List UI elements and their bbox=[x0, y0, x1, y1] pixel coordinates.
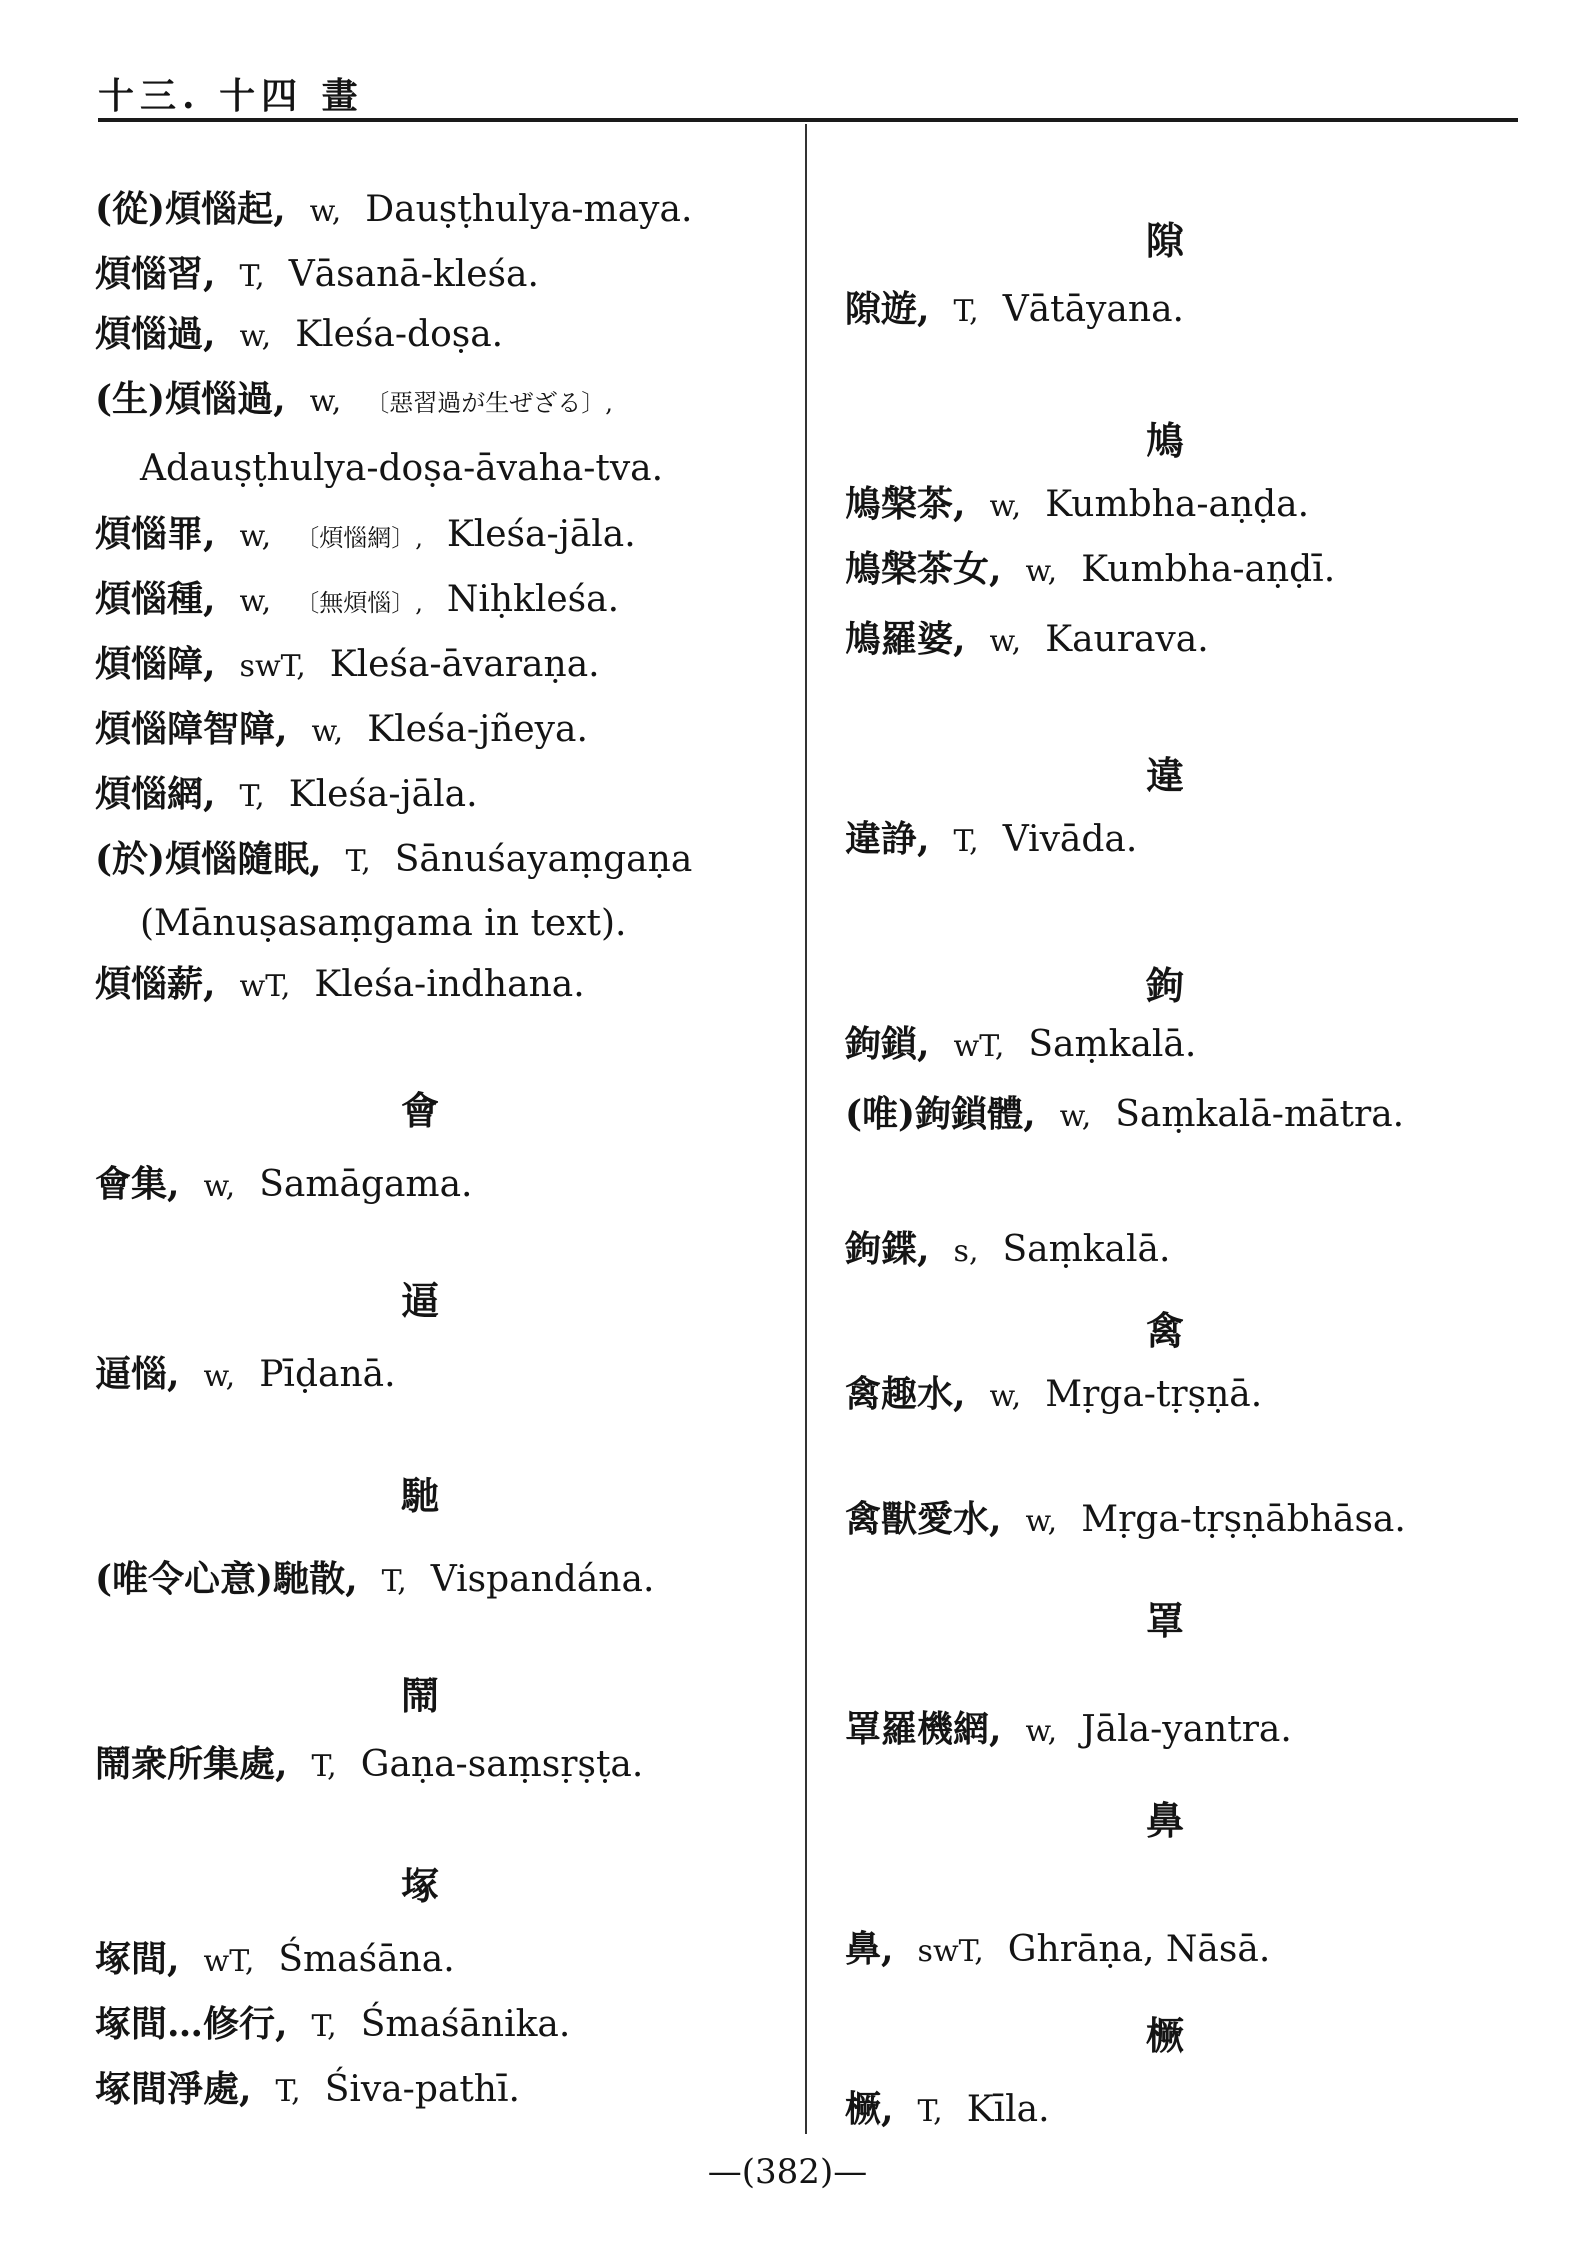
entry-note: 〔煩惱網〕, bbox=[295, 524, 423, 552]
dictionary-entry bbox=[845, 1090, 1428, 1141]
dictionary-entry bbox=[95, 960, 609, 1011]
entry-term: 塚間淨處, bbox=[95, 2068, 252, 2110]
entry-term: 鉤鍱, bbox=[845, 1228, 930, 1270]
entry-source: w, bbox=[239, 584, 272, 619]
dictionary-entry bbox=[95, 575, 643, 627]
entry-source: w, bbox=[309, 384, 342, 419]
section-heading: 罩 bbox=[1145, 1598, 1184, 1643]
entry-sanskrit: Saṃkalā. bbox=[1002, 1229, 1171, 1270]
entry-term: 違諍, bbox=[845, 818, 930, 860]
dictionary-entry bbox=[845, 285, 1208, 336]
entry-source: w, bbox=[311, 714, 344, 749]
section-heading: 隙 bbox=[1145, 218, 1184, 263]
section-heading: 馳 bbox=[400, 1473, 439, 1518]
entry-note: 〔惡習過が生ぜざる〕, bbox=[365, 389, 613, 417]
dictionary-entry bbox=[845, 815, 1161, 866]
entry-term: (從)煩惱起, bbox=[95, 188, 286, 230]
entry-sanskrit: Śiva-pathī. bbox=[324, 2069, 520, 2110]
dictionary-entry bbox=[95, 510, 660, 562]
section-heading: 會 bbox=[400, 1088, 439, 1133]
section-heading: 鼻 bbox=[1145, 1798, 1184, 1843]
entry-term: 會集, bbox=[95, 1163, 180, 1205]
entry-term: 禽獸愛水, bbox=[845, 1498, 1002, 1540]
dictionary-entry bbox=[845, 615, 1233, 666]
entry-source: swT, bbox=[239, 649, 306, 684]
entry-sanskrit: Adauṣṭhulya-doṣa-āvaha-tva. bbox=[140, 448, 664, 489]
entry-term: 煩惱習, bbox=[95, 253, 216, 295]
dictionary-entry bbox=[95, 770, 502, 821]
entry-sanskrit: Vispandána. bbox=[430, 1559, 655, 1600]
entry-term: 煩惱薪, bbox=[95, 963, 216, 1005]
entry-sanskrit: Kleśa-āvaraṇa. bbox=[329, 644, 600, 685]
entry-term: (唯令心意)馳散, bbox=[95, 1558, 358, 1600]
dictionary-entry bbox=[95, 2065, 544, 2116]
entry-source: T, bbox=[381, 1564, 407, 1599]
entry-sanskrit: Niḥkleśa. bbox=[446, 579, 620, 620]
entry-sanskrit: Kīla. bbox=[966, 2089, 1050, 2130]
dictionary-entry bbox=[95, 2000, 594, 2051]
entry-sanskrit: Samāgama. bbox=[259, 1164, 473, 1205]
dictionary-entry bbox=[845, 1020, 1220, 1071]
entry-term: 橛, bbox=[845, 2088, 894, 2130]
entry-source: w, bbox=[1025, 1504, 1058, 1539]
dictionary-entry bbox=[845, 1225, 1194, 1276]
entry-source: wT, bbox=[239, 969, 291, 1004]
entry-term: 鉤鎖, bbox=[845, 1023, 930, 1065]
entry-source: T, bbox=[275, 2074, 301, 2109]
entry-term: 煩惱種, bbox=[95, 578, 216, 620]
entry-term: 隙遊, bbox=[845, 288, 930, 330]
entry-sanskrit: Kleśa-jāla. bbox=[288, 774, 478, 815]
dictionary-entry bbox=[95, 250, 563, 301]
dictionary-entry bbox=[845, 1925, 1294, 1976]
entry-sanskrit: Śmaśāna. bbox=[278, 1939, 455, 1980]
entry-term: 鳩槃茶, bbox=[845, 483, 966, 525]
entry-source: w, bbox=[239, 519, 272, 554]
entry-sanskrit: Dauṣṭhulya-maya. bbox=[365, 189, 693, 230]
entry-sanskrit: Kleśa-doṣa. bbox=[295, 314, 504, 355]
entry-source: w, bbox=[239, 319, 272, 354]
entry-source: T, bbox=[311, 2009, 337, 2044]
entry-term: 煩惱罪, bbox=[95, 513, 216, 555]
entry-term: (唯)鉤鎖體, bbox=[845, 1093, 1036, 1135]
entry-continuation bbox=[95, 900, 650, 948]
dictionary-entry bbox=[95, 640, 624, 691]
entry-sanskrit: (Mānuṣasaṃgama in text). bbox=[140, 903, 627, 944]
page-number: —(382)— bbox=[707, 2152, 868, 2192]
entry-source: w, bbox=[203, 1359, 236, 1394]
dictionary-entry bbox=[95, 1555, 678, 1606]
entry-sanskrit: Śmaśānika. bbox=[360, 2004, 571, 2045]
section-heading: 違 bbox=[1145, 753, 1184, 798]
entry-term: 鳩羅婆, bbox=[845, 618, 966, 660]
entry-term: (於)煩惱隨眠, bbox=[95, 838, 322, 880]
entry-term: 煩惱過, bbox=[95, 313, 216, 355]
dictionary-entry bbox=[95, 1740, 667, 1791]
entry-source: T, bbox=[239, 259, 265, 294]
entry-source: T, bbox=[953, 824, 979, 859]
entry-source: wT, bbox=[953, 1029, 1005, 1064]
entry-sanskrit: Vātāyana. bbox=[1002, 289, 1184, 330]
entry-sanskrit: Kaurava. bbox=[1045, 619, 1209, 660]
section-heading: 鳩 bbox=[1145, 418, 1184, 463]
dictionary-entry bbox=[95, 1160, 496, 1211]
entry-source: T, bbox=[917, 2094, 943, 2129]
entry-source: w, bbox=[1059, 1099, 1092, 1134]
entry-term: 煩惱網, bbox=[95, 773, 216, 815]
dictionary-entry bbox=[845, 480, 1333, 531]
entry-sanskrit: Gaṇa-saṃsṛṣṭa. bbox=[360, 1744, 644, 1785]
header-rule bbox=[98, 118, 1518, 122]
entry-sanskrit: Kumbha-aṇḍa. bbox=[1045, 484, 1310, 525]
entry-source: w, bbox=[989, 1379, 1022, 1414]
dictionary-entry bbox=[95, 310, 527, 361]
dictionary-entry bbox=[95, 185, 716, 236]
entry-source: w, bbox=[989, 624, 1022, 659]
section-heading: 鉤 bbox=[1145, 963, 1184, 1008]
entry-source: T, bbox=[953, 294, 979, 329]
entry-source: w, bbox=[309, 194, 342, 229]
entry-source: wT, bbox=[203, 1944, 255, 1979]
section-heading: 鬧 bbox=[400, 1673, 439, 1718]
entry-sanskrit: Saṃkalā-mātra. bbox=[1115, 1094, 1405, 1135]
entry-source: s, bbox=[953, 1234, 979, 1269]
entry-term: 煩惱障, bbox=[95, 643, 216, 685]
entry-source: T, bbox=[345, 844, 371, 879]
entry-sanskrit: Ghrāṇa, Nāsā. bbox=[1007, 1929, 1271, 1970]
entry-term: 鼻, bbox=[845, 1928, 894, 1970]
entry-term: 鬧衆所集處, bbox=[95, 1743, 288, 1785]
entry-source: T, bbox=[239, 779, 265, 814]
entry-term: 塚間…修行, bbox=[95, 2003, 288, 2045]
section-heading: 塚 bbox=[400, 1863, 439, 1908]
entry-sanskrit: Vivāda. bbox=[1002, 819, 1138, 860]
entry-continuation bbox=[95, 445, 687, 493]
entry-term: 罩羅機網, bbox=[845, 1708, 1002, 1750]
entry-sanskrit: Sānuśayaṃgaṇa bbox=[394, 839, 693, 880]
section-heading: 逼 bbox=[400, 1278, 439, 1323]
entry-term: 禽趣水, bbox=[845, 1373, 966, 1415]
entry-term: 逼惱, bbox=[95, 1353, 180, 1395]
dictionary-entry bbox=[95, 1935, 479, 1986]
dictionary-entry bbox=[95, 375, 637, 427]
entry-term: 塚間, bbox=[95, 1938, 180, 1980]
entry-source: w, bbox=[203, 1169, 236, 1204]
entry-source: w, bbox=[1025, 554, 1058, 589]
section-heading: 橛 bbox=[1145, 2013, 1184, 2058]
entry-sanskrit: Mṛga-tṛṣṇābhāsa. bbox=[1081, 1499, 1406, 1540]
entry-sanskrit: Saṃkalā. bbox=[1028, 1024, 1197, 1065]
dictionary-entry bbox=[845, 1705, 1316, 1756]
entry-source: swT, bbox=[917, 1934, 984, 1969]
entry-note: 〔無煩惱〕, bbox=[295, 589, 423, 617]
entry-source: w, bbox=[1025, 1714, 1058, 1749]
entry-term: 鳩槃茶女, bbox=[845, 548, 1002, 590]
entry-sanskrit: Kumbha-aṇḍī. bbox=[1081, 549, 1336, 590]
dictionary-entry bbox=[845, 1370, 1286, 1421]
dictionary-entry bbox=[845, 2085, 1074, 2136]
entry-sanskrit: Kleśa-jñeya. bbox=[367, 709, 588, 750]
dictionary-entry bbox=[845, 545, 1359, 596]
entry-sanskrit: Kleśa-jāla. bbox=[446, 514, 636, 555]
entry-sanskrit: Jāla-yantra. bbox=[1081, 1709, 1292, 1750]
entry-sanskrit: Pīḍanā. bbox=[259, 1354, 396, 1395]
page-header: 十三. 十四 畫 bbox=[98, 75, 364, 117]
entry-sanskrit: Mṛga-tṛṣṇā. bbox=[1045, 1374, 1263, 1415]
entry-source: T, bbox=[311, 1749, 337, 1784]
column-divider bbox=[805, 124, 807, 2134]
entry-sanskrit: Vāsanā-kleśa. bbox=[288, 254, 539, 295]
dictionary-entry bbox=[95, 835, 716, 886]
entry-term: 煩惱障智障, bbox=[95, 708, 288, 750]
section-heading: 禽 bbox=[1145, 1308, 1184, 1353]
dictionary-entry bbox=[95, 705, 612, 756]
entry-sanskrit: Kleśa-indhana. bbox=[314, 964, 585, 1005]
entry-term: (生)煩惱過, bbox=[95, 378, 286, 420]
entry-source: w, bbox=[989, 489, 1022, 524]
dictionary-entry bbox=[845, 1495, 1430, 1546]
dictionary-entry bbox=[95, 1350, 420, 1401]
